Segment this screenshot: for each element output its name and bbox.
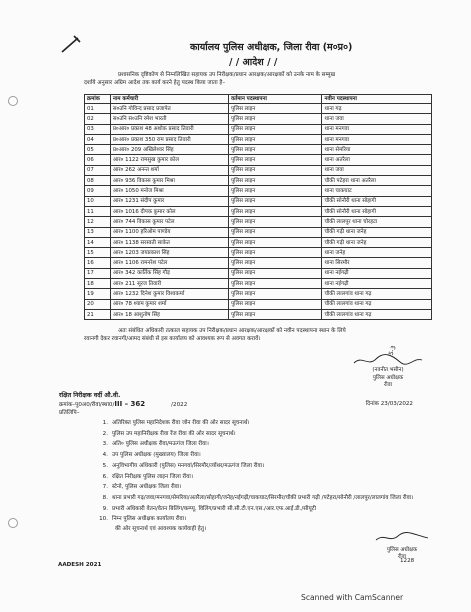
closing-paragraph xyxy=(84,327,434,343)
column-header: नवीन पदस्थापना xyxy=(322,95,432,104)
dispatch-heading: रक्षित निरीक्षक वर्दी औ.वी. xyxy=(59,392,121,399)
table-cell: आर० 342 कार्तिक सिंह गौड़ xyxy=(110,268,228,278)
table-cell: 18 xyxy=(85,279,111,289)
table-cell: आर० 1016 दीपक कुमार कोल xyxy=(110,206,228,216)
table-cell: चौकी सोनौरी थाना सोहागी xyxy=(322,196,432,206)
table-cell: पुलिस लाइन xyxy=(229,124,322,134)
table-cell: आर० 262 अनन्त शर्मा xyxy=(110,165,228,175)
table-cell: थाना नईगढ़ी xyxy=(322,268,432,278)
table-cell: 14 xyxy=(85,237,111,247)
copy-number: 7. xyxy=(102,484,108,491)
table-row xyxy=(85,165,432,175)
table-row xyxy=(85,114,432,124)
table-cell: 15 xyxy=(85,248,111,258)
copy-recipient xyxy=(99,418,439,429)
copy-recipient xyxy=(99,482,439,493)
copy-recipients-list xyxy=(99,418,439,525)
table-cell: 02 xyxy=(85,114,111,124)
table-row xyxy=(85,176,432,186)
table-cell: 20 xyxy=(85,299,111,309)
table-row xyxy=(85,186,432,196)
table-cell: चौकी लालगांव थाना गढ़ xyxy=(322,299,432,309)
closing-line: अतः संबंधित अधिकारी तत्काल सहायक उप निरीक्षक/प्रधान आरक्षक/आरक्षकों को नवीन पदस्थापना स्थान के लिये xyxy=(118,328,346,334)
table-cell: 09 xyxy=(85,186,111,196)
date-value: 23/03/2022 xyxy=(380,401,413,407)
table-cell: थाना जनेह xyxy=(322,248,432,258)
table-cell: 16 xyxy=(85,258,111,268)
table-cell: आर० 1100 हरिओम पाण्डेय xyxy=(110,227,228,237)
date-label: दिनांक xyxy=(365,401,379,407)
table-cell: आर० 1231 संदीप कुमार xyxy=(110,196,228,206)
table-cell: 19 xyxy=(85,289,111,299)
dispatch-number-row xyxy=(59,400,439,409)
dispatch-number-handwritten: III – 362 xyxy=(114,400,146,408)
copy-number: 2. xyxy=(102,430,108,437)
table-cell: पुलिस लाइन xyxy=(229,145,322,155)
table-cell: पुलिस लाइन xyxy=(229,134,322,144)
table-cell: पुलिस लाइन xyxy=(229,227,322,237)
table-cell: 05 xyxy=(85,145,111,155)
signatory-name: (नवनीत भसीन) xyxy=(372,367,404,373)
table-cell: आर० 1138 सरस्वती साकेत xyxy=(110,237,228,247)
copy-recipient xyxy=(99,450,439,461)
table-cell: 07 xyxy=(85,165,111,175)
copy-label: प्रतिलिपि– xyxy=(59,410,80,416)
table-cell: पुलिस लाइन xyxy=(229,299,322,309)
copy-text: निम्न पुलिस अधीक्षक कार्यालय रीवा। xyxy=(112,516,187,523)
footer-code: AADESH 2021 xyxy=(58,562,102,568)
table-cell: थाना सिरमौर xyxy=(322,258,432,268)
table-cell: 11 xyxy=(85,206,111,216)
table-cell: पुलिस लाइन xyxy=(229,237,322,247)
handwritten-initials: 5-3 xyxy=(387,344,398,357)
dispatch-section xyxy=(59,392,439,533)
copy-recipient xyxy=(99,514,439,525)
table-row xyxy=(85,248,432,258)
table-cell: पुलिस लाइन xyxy=(229,268,322,278)
table-cell: आर० 211 सूरज तिवारी xyxy=(110,279,228,289)
table-cell: 21 xyxy=(85,309,111,319)
signatory-designation: पुलिस अधीक्षक xyxy=(386,546,418,553)
table-cell: आर० 78 श्याम कुमार शर्मा xyxy=(110,299,228,309)
table-row xyxy=(85,309,432,319)
table-row xyxy=(85,237,432,247)
office-title: कार्यालय पुलिस अधीक्षक, जिला रीवा (म०प्र०) xyxy=(190,42,353,53)
table-cell: पुलिस लाइन xyxy=(229,279,322,289)
table-row xyxy=(85,124,432,134)
table-cell: चौकी लालपुर थाना चोरहटा xyxy=(322,217,432,227)
table-cell: चौकी लालगांव थाना गढ़ xyxy=(322,289,432,299)
column-header: क्रमांक xyxy=(85,95,111,104)
punch-hole xyxy=(8,518,18,528)
table-cell: चौकी गढ़ी थाना जनेह xyxy=(322,237,432,247)
table-cell: थाना चाकघाट xyxy=(322,186,432,196)
table-cell: 03 xyxy=(85,124,111,134)
table-row xyxy=(85,268,432,278)
table-cell: प्र०आर० प्रकाश 48 अशोक प्रसाद तिवारी xyxy=(110,124,228,134)
signatory-place: रीवा xyxy=(384,382,392,388)
copy-recipient xyxy=(99,429,439,440)
table-cell: पुलिस लाइन xyxy=(229,196,322,206)
table-row xyxy=(85,104,432,114)
intro-line: दर्शाये अनुसार अग्रिम आदेश तक कार्य करने हेतु पदस्थ किया जाता है– xyxy=(84,80,226,86)
table-row xyxy=(85,196,432,206)
table-cell: 01 xyxy=(85,104,111,114)
signatory-designation: पुलिस अधीक्षक xyxy=(372,374,404,381)
copy-number: 5. xyxy=(102,462,108,469)
table-cell: आर० 1122 रामसुख कुमार कोल xyxy=(110,155,228,165)
column-header: नाम कर्मचारी xyxy=(110,95,228,104)
table-cell: पुलिस लाइन xyxy=(229,165,322,175)
table-cell: थाना मनगवा xyxy=(322,134,432,144)
table-cell: पुलिस लाइन xyxy=(229,258,322,268)
copy-recipient xyxy=(99,504,439,515)
table-row xyxy=(85,299,432,309)
footer-number: 1228 xyxy=(400,558,415,564)
scanner-watermark: Scanned with CamScanner xyxy=(301,593,404,602)
copy-text: अति० पुलिस अधीक्षक रीवा/मऊगंज जिला रीवा। xyxy=(112,441,209,448)
table-row xyxy=(85,217,432,227)
table-header-row xyxy=(85,95,432,104)
closing-line: रवानगी देकर रवानगी/आमद संबंधी से इस कार्यालय को आवश्यक रूप से अवगत करावें। xyxy=(84,336,261,342)
copy-recipient xyxy=(99,439,439,450)
table-cell: स०उनि स०उनि रमेश भारती xyxy=(110,114,228,124)
copy-number: 10. xyxy=(99,516,108,523)
copy-number: 3. xyxy=(102,441,108,448)
table-cell: आर० 1203 जयप्रकाश सिंह xyxy=(110,248,228,258)
table-cell: थाना सेमरिया xyxy=(322,145,432,155)
table-cell: प्र०आर० प्रकाश 350 राम प्रसाद तिवारी xyxy=(110,134,228,144)
table-row xyxy=(85,145,432,155)
copy-recipient xyxy=(99,461,439,472)
table-cell: पुलिस लाइन xyxy=(229,155,322,165)
table-cell: चौकी गढ़ी थाना जनेह xyxy=(322,227,432,237)
signature-icon xyxy=(348,353,428,367)
table-cell: आर० 1106 रामनरेश पटेल xyxy=(110,258,228,268)
copy-number: 8. xyxy=(102,494,108,501)
table-row xyxy=(85,279,432,289)
table-row xyxy=(85,206,432,216)
dispatch-number-year: /2022 xyxy=(171,402,188,408)
table-cell: पुलिस लाइन xyxy=(229,176,322,186)
intro-paragraph xyxy=(84,71,414,87)
copy-text: अतिरिक्त पुलिस महानिदेशक रीवा जोन रीवा की ओर सादर सूचनार्थ। xyxy=(112,420,250,426)
copy-text: प्रभारी अधिकारी वेतन/वेतन बिलिंग/कम्प्यू. विलिंग/प्रभारी सी.सी.टी.एन.एस./आर.एफ.आई.डी./सीयूटी xyxy=(112,505,316,512)
copy-text: स्टेनो, पुलिस अधीक्षक जिला रीवा। xyxy=(112,484,182,491)
copy-recipient xyxy=(99,472,439,483)
table-cell: प्र०आर० 209 अखिलेश्वर सिंह xyxy=(110,145,228,155)
table-cell: चौकी पटेहरा थाना अतरैला xyxy=(322,176,432,186)
signature-block-2 xyxy=(372,531,432,562)
table-cell: पुलिस लाइन xyxy=(229,289,322,299)
copy-footer: की ओर सूचनार्थ एवं आवश्यक कार्यवाही हेतु। xyxy=(115,526,207,533)
table-body xyxy=(85,104,432,320)
table-cell: थाना गढ़ xyxy=(322,104,432,114)
table-row xyxy=(85,289,432,299)
table-cell: थाना जवा xyxy=(322,114,432,124)
transfer-table xyxy=(84,94,432,320)
table-cell: थाना जवा xyxy=(322,165,432,175)
dispatch-date xyxy=(366,400,413,409)
table-cell: थाना नईगढ़ी xyxy=(322,279,432,289)
table-row xyxy=(85,258,432,268)
table-cell: थाना मनगवा xyxy=(322,124,432,134)
table-cell: 06 xyxy=(85,155,111,165)
table-cell: आर० 1050 मनोज मिश्रा xyxy=(110,186,228,196)
copy-text: थाना प्रभारी गढ़/जवा/मनगवा/सेमरिया/अतरैला/सोहागी/जनेह/नईगढ़ी/चाकघाट/सिरमौर/चौकी प्रभारी गढ़ी /पटेहरा/सोनौरी /लालपुर/लालगांव जिला रीवा। xyxy=(112,494,414,501)
copy-text: रक्षित निरीक्षक पुलिस लाइन जिला रीवा। xyxy=(112,473,193,480)
table-cell: पुलिस लाइन xyxy=(229,186,322,196)
table-cell: 12 xyxy=(85,217,111,227)
table-cell: थाना अतरैला xyxy=(322,155,432,165)
column-header: वर्तमान पदस्थापना xyxy=(229,95,322,104)
table-cell: आर० 1232 दिनेश कुमार विश्वकर्मा xyxy=(110,289,228,299)
table-cell: पुलिस लाइन xyxy=(229,217,322,227)
copy-number: 9. xyxy=(102,505,108,512)
table-cell: चौकी सोनौरी थाना सोहागी xyxy=(322,206,432,216)
signatory-place: रीवा xyxy=(398,554,406,560)
copy-text: पुलिस उप महानिरीक्षक रीवा रेंज रीवा की ओर सादर सूचनार्थ। xyxy=(112,430,236,437)
punch-hole xyxy=(8,96,18,106)
table-row xyxy=(85,227,432,237)
pen-mark-icon xyxy=(60,32,82,54)
dispatch-number-prefix: क्रमांक–पु0अ0/रीवा/स्था0/ xyxy=(59,402,115,408)
table-cell: पुलिस लाइन xyxy=(229,248,322,258)
table-row xyxy=(85,134,432,144)
copy-text: उप पुलिस अधीक्षक (मुख्यालय) जिला रीवा। xyxy=(112,452,201,459)
copy-number: 6. xyxy=(102,473,108,480)
table-cell: आर० 744 विकास कुमार पटेल xyxy=(110,217,228,227)
table-cell: पुलिस लाइन xyxy=(229,104,322,114)
table-cell: पुलिस लाइन xyxy=(229,309,322,319)
copy-number: 1. xyxy=(102,420,108,426)
table-cell: आर० 936 विकास कुमार मिश्रा xyxy=(110,176,228,186)
signature-block xyxy=(348,344,428,390)
table-cell: चौकी लालगांव थाना गढ़ xyxy=(322,309,432,319)
signature-icon xyxy=(372,531,432,543)
intro-line: प्रशासनिक दृष्टिकोण से निम्नलिखित सहायक उप निरीक्षक/प्रधान आरक्षक/आरक्षकों को उनके नाम के सम्मुख xyxy=(118,72,336,78)
table-cell: पुलिस लाइन xyxy=(229,206,322,216)
table-cell: स०उनि गोविन्द प्रसाद प्रजापेत xyxy=(110,104,228,114)
table-cell: 17 xyxy=(85,268,111,278)
table-row xyxy=(85,155,432,165)
table-cell: 10 xyxy=(85,196,111,206)
table-cell: 08 xyxy=(85,176,111,186)
table-cell: पुलिस लाइन xyxy=(229,114,322,124)
table-cell: 13 xyxy=(85,227,111,237)
table-cell: आर० 18 आशुतोष सिंह xyxy=(110,309,228,319)
copy-text: अनुविभागीय अधिकारी (पुलिस) मनगवां/सिरमौर/त्योंथर/मऊगंज जिला रीवा। xyxy=(112,462,265,469)
table-cell: 04 xyxy=(85,134,111,144)
dispatch-number xyxy=(59,400,187,409)
order-title: / / आदेश / / xyxy=(229,57,278,68)
copy-recipient xyxy=(99,493,439,504)
copy-number: 4. xyxy=(102,452,108,459)
